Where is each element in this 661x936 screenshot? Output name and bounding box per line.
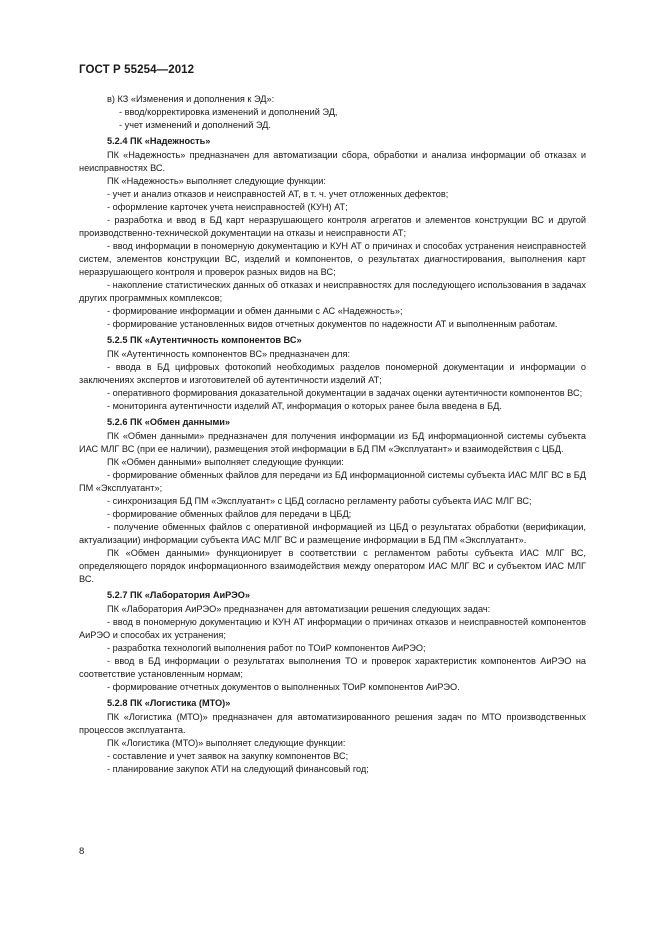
paragraph: - накопление статистических данных об отказах и неисправностях для последующего использования в задачах других программных комплексов; xyxy=(79,280,586,303)
list-item: - синхронизация БД ПМ «Эксплуатант» с ЦБД согласно регламенту работы субъекта ИАС МЛГ ВС; xyxy=(107,496,532,506)
paragraph: ПК «Обмен данными» функционирует в соответствии с регламентом работы субъекта ИАС МЛГ ВС, определяющего порядок информационного взаимодействия между оператором ИАС МЛГ ВС и субъектом ИАС МЛГ ВС. xyxy=(79,548,586,584)
list-item: - формирование обменных файлов для передачи в ЦБД; xyxy=(107,509,352,519)
document-body xyxy=(79,93,586,776)
paragraph: - разработка и ввод в БД карт неразрушающего контроля агрегатов и элементов конструкции ВС и другой производственно-технической документации на отказы и неисправности АТ; xyxy=(79,215,586,238)
paragraph: - ввода в БД цифровых фотокопий необходимых разделов пономерной документации и информации о заключениях экспертов и изготовителей об аутентичности изделий АТ; xyxy=(79,362,586,385)
paragraph: ПК «Аутентичность компонентов ВС» предназначен для: xyxy=(107,349,351,359)
paragraph: ПК «Логистика (МТО)» выполняет следующие функции: xyxy=(107,738,346,748)
paragraph: ПК «Логистика (МТО)» предназначен для автоматизированного решения задач по МТО производственных процессов эксплуатанта. xyxy=(79,712,586,735)
page-header-title: ГОСТ Р 55254—2012 xyxy=(79,64,195,76)
list-item: - мониторинга аутентичности изделий АТ, информация о которых ранее была введена в БД. xyxy=(107,401,502,411)
section-heading: 5.2.4 ПК «Надежность» xyxy=(107,136,211,146)
list-item: - формирование отчетных документов о выполненных ТОиР компонентов АиРЭО. xyxy=(107,682,460,692)
paragraph: ПК «Надежность» предназначен для автоматизации сбора, обработки и анализа информации об отказах и неисправностях ВС. xyxy=(79,150,586,173)
paragraph: ПК «Обмен данными» предназначен для получения информации из БД информационной системы субъекта ИАС МЛГ ВС (при ее наличии), размещения этой информации в БД ПМ «Эксплуатант» и взаимодействия с ЦБД. xyxy=(79,431,586,454)
list-item: - ввод/корректировка изменений и дополнений ЭД, xyxy=(119,107,338,117)
paragraph: - ввод информации в пономерную документацию и КУН АТ о причинах и способах устранения неисправностей систем, элементов конструкции ВС, изделий и компонентов, о результатах диагностирования, выполнения карт неразрушающего контроля и проверок разных видов на ВС; xyxy=(79,241,586,277)
list-item: - планирование закупок АТИ на следующий финансовый год; xyxy=(107,764,369,774)
paragraph: ПК «Лаборатория АиРЭО» предназначен для автоматизации решения следующих задач: xyxy=(107,604,491,614)
list-item: - учет изменений и дополнений ЭД. xyxy=(119,120,271,130)
section-heading: 5.2.8 ПК «Логистика (МТО)» xyxy=(107,698,231,708)
paragraph: - получение обменных файлов с оперативной информацией из ЦБД о результатах обработки (верификации, актуализации) информации субъекта ИАС МЛГ ВС и размещение информации в БД ПМ «Эксплуатант». xyxy=(79,522,586,545)
list-item: - составление и учет заявок на закупку компонентов ВС; xyxy=(107,751,349,761)
section-heading: 5.2.5 ПК «Аутентичность компонентов ВС» xyxy=(107,335,302,345)
section-heading: 5.2.7 ПК «Лаборатория АиРЭО» xyxy=(107,590,251,600)
paragraph: ПК «Надежность» выполняет следующие функции: xyxy=(107,176,326,186)
page-number: 8 xyxy=(79,846,85,857)
paragraph: ПК «Обмен данными» выполняет следующие функции: xyxy=(107,457,344,467)
paragraph: - ввод в пономерную документацию и КУН АТ информации о причинах отказов и неисправностей компонентов АиРЭО и способах их устранения; xyxy=(79,617,586,640)
list-item: - формирование информации и обмен данными с АС «Надежность»; xyxy=(107,306,403,316)
section-heading: 5.2.6 ПК «Обмен данными» xyxy=(107,417,231,427)
paragraph: - оперативного формирования доказательной документации в задачах оценки аутентичности компонентов ВС; xyxy=(107,388,583,398)
list-item: - учет и анализ отказов и неисправностей АТ, в т. ч. учет отложенных дефектов; xyxy=(107,189,449,199)
paragraph: - формирование установленных видов отчетных документов по надежности АТ и выполненным работам. xyxy=(107,319,558,329)
paragraph: - ввод в БД информации о результатах выполнения ТО и проверок характеристик компонентов АиРЭО на соответствие установленным нормам; xyxy=(79,656,586,679)
list-item: - разработка технологий выполнения работ по ТОиР компонентов АиРЭО; xyxy=(107,643,426,653)
list-item: - оформление карточек учета неисправностей (КУН) АТ; xyxy=(107,202,348,212)
list-item: в) КЗ «Изменения и дополнения к ЭД»: xyxy=(107,94,275,104)
paragraph: - формирование обменных файлов для передачи из БД информационной системы субъекта ИАС МЛГ ВС в БД ПМ «Эксплуатант»; xyxy=(79,470,586,493)
